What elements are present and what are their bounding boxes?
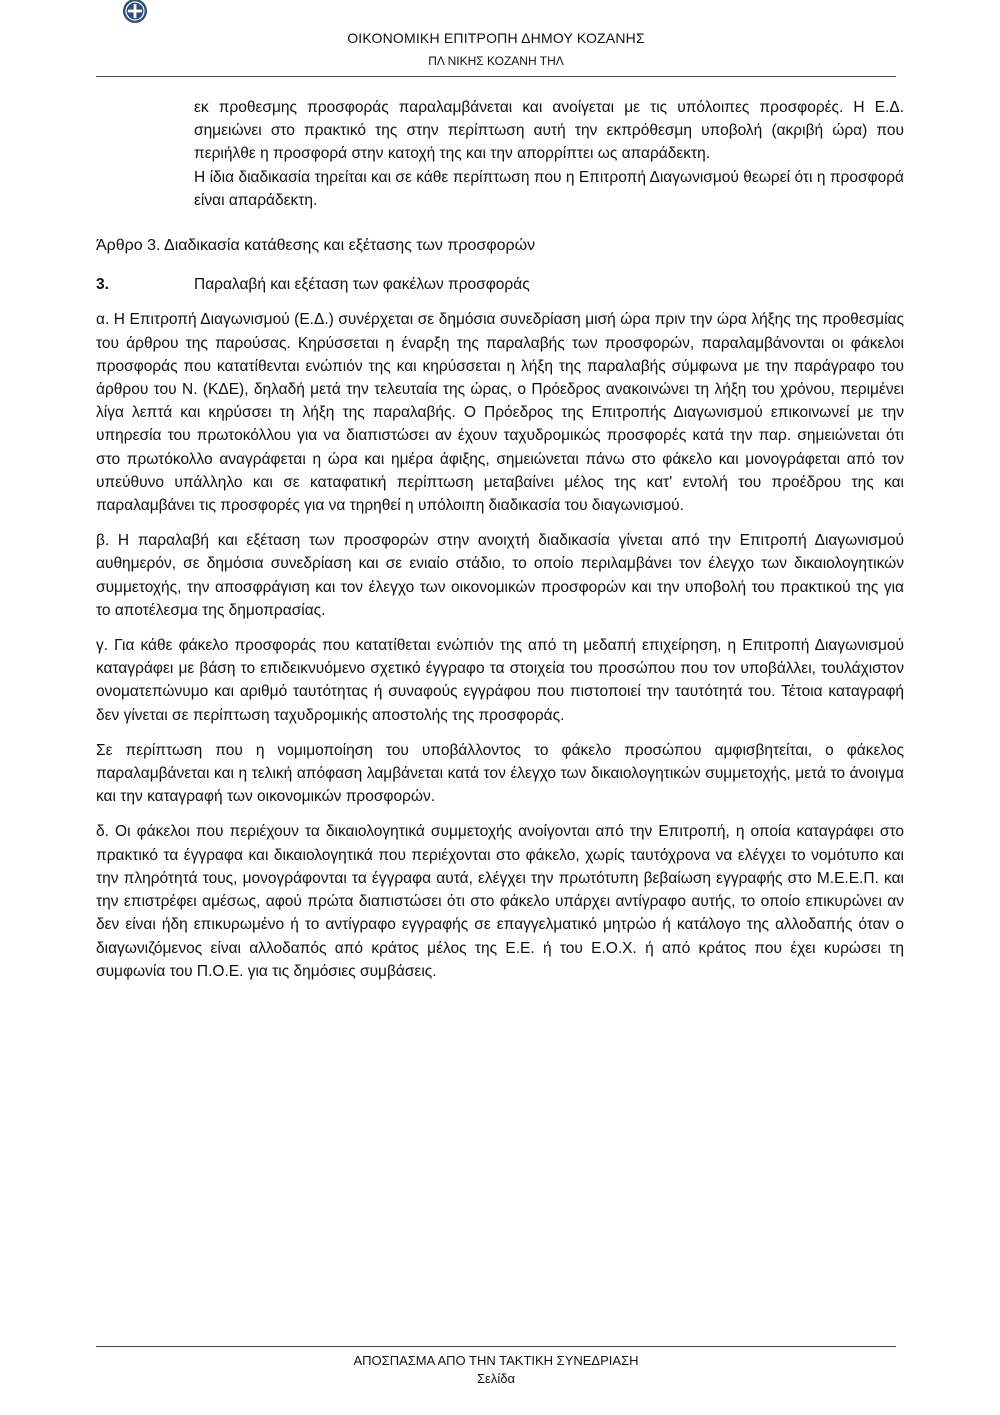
paragraph-c: γ. Για κάθε φάκελο προσφοράς που κατατίθεται ενώπιόν της από τη μεδαπή επιχείρηση, η Επιτροπή Διαγωνισμού καταγράφει με βάση το επιδεικνυόμενο σχετικό έγγραφο τα στοιχεία του προσώπου που τον υποβάλλει, τουλάχιστον ονοματεπώνυμο και αριθμό ταυτότητας ή συναφούς εγγράφου που πιστοποιεί την ταυτότητά του. Τέτοια καταγραφή δεν γίνεται σε περίπτωση ταχυδρομικής αποστολής της προσφοράς. xyxy=(96,637,904,724)
paragraph-d: δ. Οι φάκελοι που περιέχουν τα δικαιολογητικά συμμετοχής ανοίγονται από την Επιτροπή, η οποία καταγράφει στο πρακτικό τα έγγραφα και δικαιολογητικά που περιέχονται στο φάκελο, χωρίς ταυτόχρονα να ελέγχει το νομότυπο και την πληρότητά τους, μονογράφονται τα έγγραφα αυτά, ελέγχει την πρωτότυπη βεβαίωση εγγραφής στο Μ.Ε.Ε.Π. και την επιστρέφει αμέσως, αφού πρώτα διαπιστώσει ότι στο φάκελο υπάρχει αντίγραφο αυτής, το οποίο επικυρώνει αν δεν είναι ήδη επικυρωμένο ή το αντίγραφο εγγραφής σε επαγγελματικό μητρώο ή κατάλογο της αλλοδαπής όταν ο διαγωνιζόμενος είναι αλλοδαπός από κράτος μέλος της Ε.Ε. ή του Ε.Ο.Χ. ή από κράτος που έχει κυρώσει τη συμφωνία του Π.Ο.Ε. για τις δημόσιες συμβάσεις. xyxy=(96,823,904,980)
page-footer xyxy=(96,1352,896,1388)
paragraph-c-continued: Σε περίπτωση που η νομιμοποίηση του υποβάλλοντος το φάκελο προσώπου αμφισβητείται, ο φάκελος παραλαμβάνεται και η τελική απόφαση λαμβάνεται κατά τον έλεγχο των δικαιολογητικών συμμετοχής, μετά το άνοιγμα και την καταγραφή των οικονομικών προσφορών. xyxy=(96,741,904,806)
page-header xyxy=(96,28,896,70)
coat-of-arms-icon xyxy=(122,0,148,24)
paragraph-same-procedure: Η ίδια διαδικασία τηρείται και σε κάθε περίπτωση που η Επιτροπή Διαγωνισμού θεωρεί ότι η προσφορά είναι απαράδεκτη. xyxy=(194,168,904,209)
paragraph-a: α. Η Επιτροπή Διαγωνισμού (Ε.Δ.) συνέρχεται σε δημόσια συνεδρίαση μισή ώρα πριν την ώρα λήξης της προθεσμίας του άρθρου της παρούσας. Κηρύσσεται η έναρξη της παραλαβής των προσφορών, παραλαμβάνονται οι φάκελοι προσφοράς που κατατίθενται ενώπιόν της και κηρύσσεται η λήξη της παραλαβής σύμφωνα με την παράγραφο του άρθρου του Ν. (ΚΔΕ), δηλαδή μετά την τελευταία της ώρας, ο Πρόεδρος ανακοινώνει τη λήξη του χρόνου, περιμένει λίγα λεπτά και κηρύσσει τη λήξη της παραλαβής. Ο Πρόεδρος της Επιτροπής Διαγωνισμού επικοινωνεί με την υπηρεσία του πρωτοκόλλου για να διαπιστώσει αν έχουν ταχυδρομικώς προσφορές κατά την παρ. σημειώνεται ότι στο πρωτόκολλο αναγράφεται η ώρα και ημέρα άφιξης, σημειώνεται πάνω στο φάκελο και μονογράφεται από τον υπεύθυνο υπάλληλο και σε καταφατική περίπτωση μεταβαίνει μέλος της κατ' εντολή του προέδρου της και παραλαμβάνει τις προσφορές για να τηρηθεί η υπόλοιπη διαδικασία του διαγωνισμού. xyxy=(96,311,904,515)
footer-divider xyxy=(96,1346,896,1347)
section-title: Παραλαβή και εξέταση των φακέλων προσφοράς xyxy=(194,276,530,294)
section-number: 3. xyxy=(96,276,109,294)
paragraph-late-offer: εκ προθεσμης προσφοράς παραλαμβάνεται και ανοίγεται με τις υπόλοιπες προσφορές. Η Ε.Δ. σημειώνει στο πρακτικό της στην περίπτωση αυτή την εκπρόθεσμη υποβολή (ακριβή ώρα) που περιήλθε η προσφορά στην κατοχή της και την απορρίπτει ως απαράδεκτη. xyxy=(194,99,904,163)
header-title: ΟΙΚΟΝΟΜΙΚΗ ΕΠΙΤΡΟΠΗ ΔΗΜΟΥ ΚΟΖΑΝΗΣ xyxy=(347,30,645,46)
page-number: Σελίδα xyxy=(477,1371,515,1386)
article-heading: Άρθρο 3. Διαδικασία κατάθεσης και εξέτασης των προσφορών xyxy=(96,237,536,255)
document-body xyxy=(96,96,904,983)
footer-title: ΑΠΟΣΠΑΣΜΑ ΑΠΟ ΤΗΝ ΤΑΚΤΙΚΗ ΣΥΝΕΔΡΙΑΣΗ xyxy=(353,1353,639,1368)
paragraph-b: β. Η παραλαβή και εξέταση των προσφορών στην ανοιχτή διαδικασία γίνεται από την Επιτροπή Διαγωνισμού αυθημερόν, σε δημόσια συνεδρίαση και σε ενιαίο στάδιο, το οποίο περιλαμβάνει τον έλεγχο των δικαιολογητικών συμμετοχής, την αποσφράγιση και τον έλεγχο των οικονομικών προσφορών και την υποβολή του πρακτικού της για το αποτέλεσμα της δημοπρασίας. xyxy=(96,532,904,619)
section-heading xyxy=(96,273,904,296)
header-subtitle: ΠΛ ΝΙΚΗΣ ΚΟΖΑΝΗ ΤΗΛ xyxy=(428,54,564,68)
header-divider xyxy=(96,76,896,77)
